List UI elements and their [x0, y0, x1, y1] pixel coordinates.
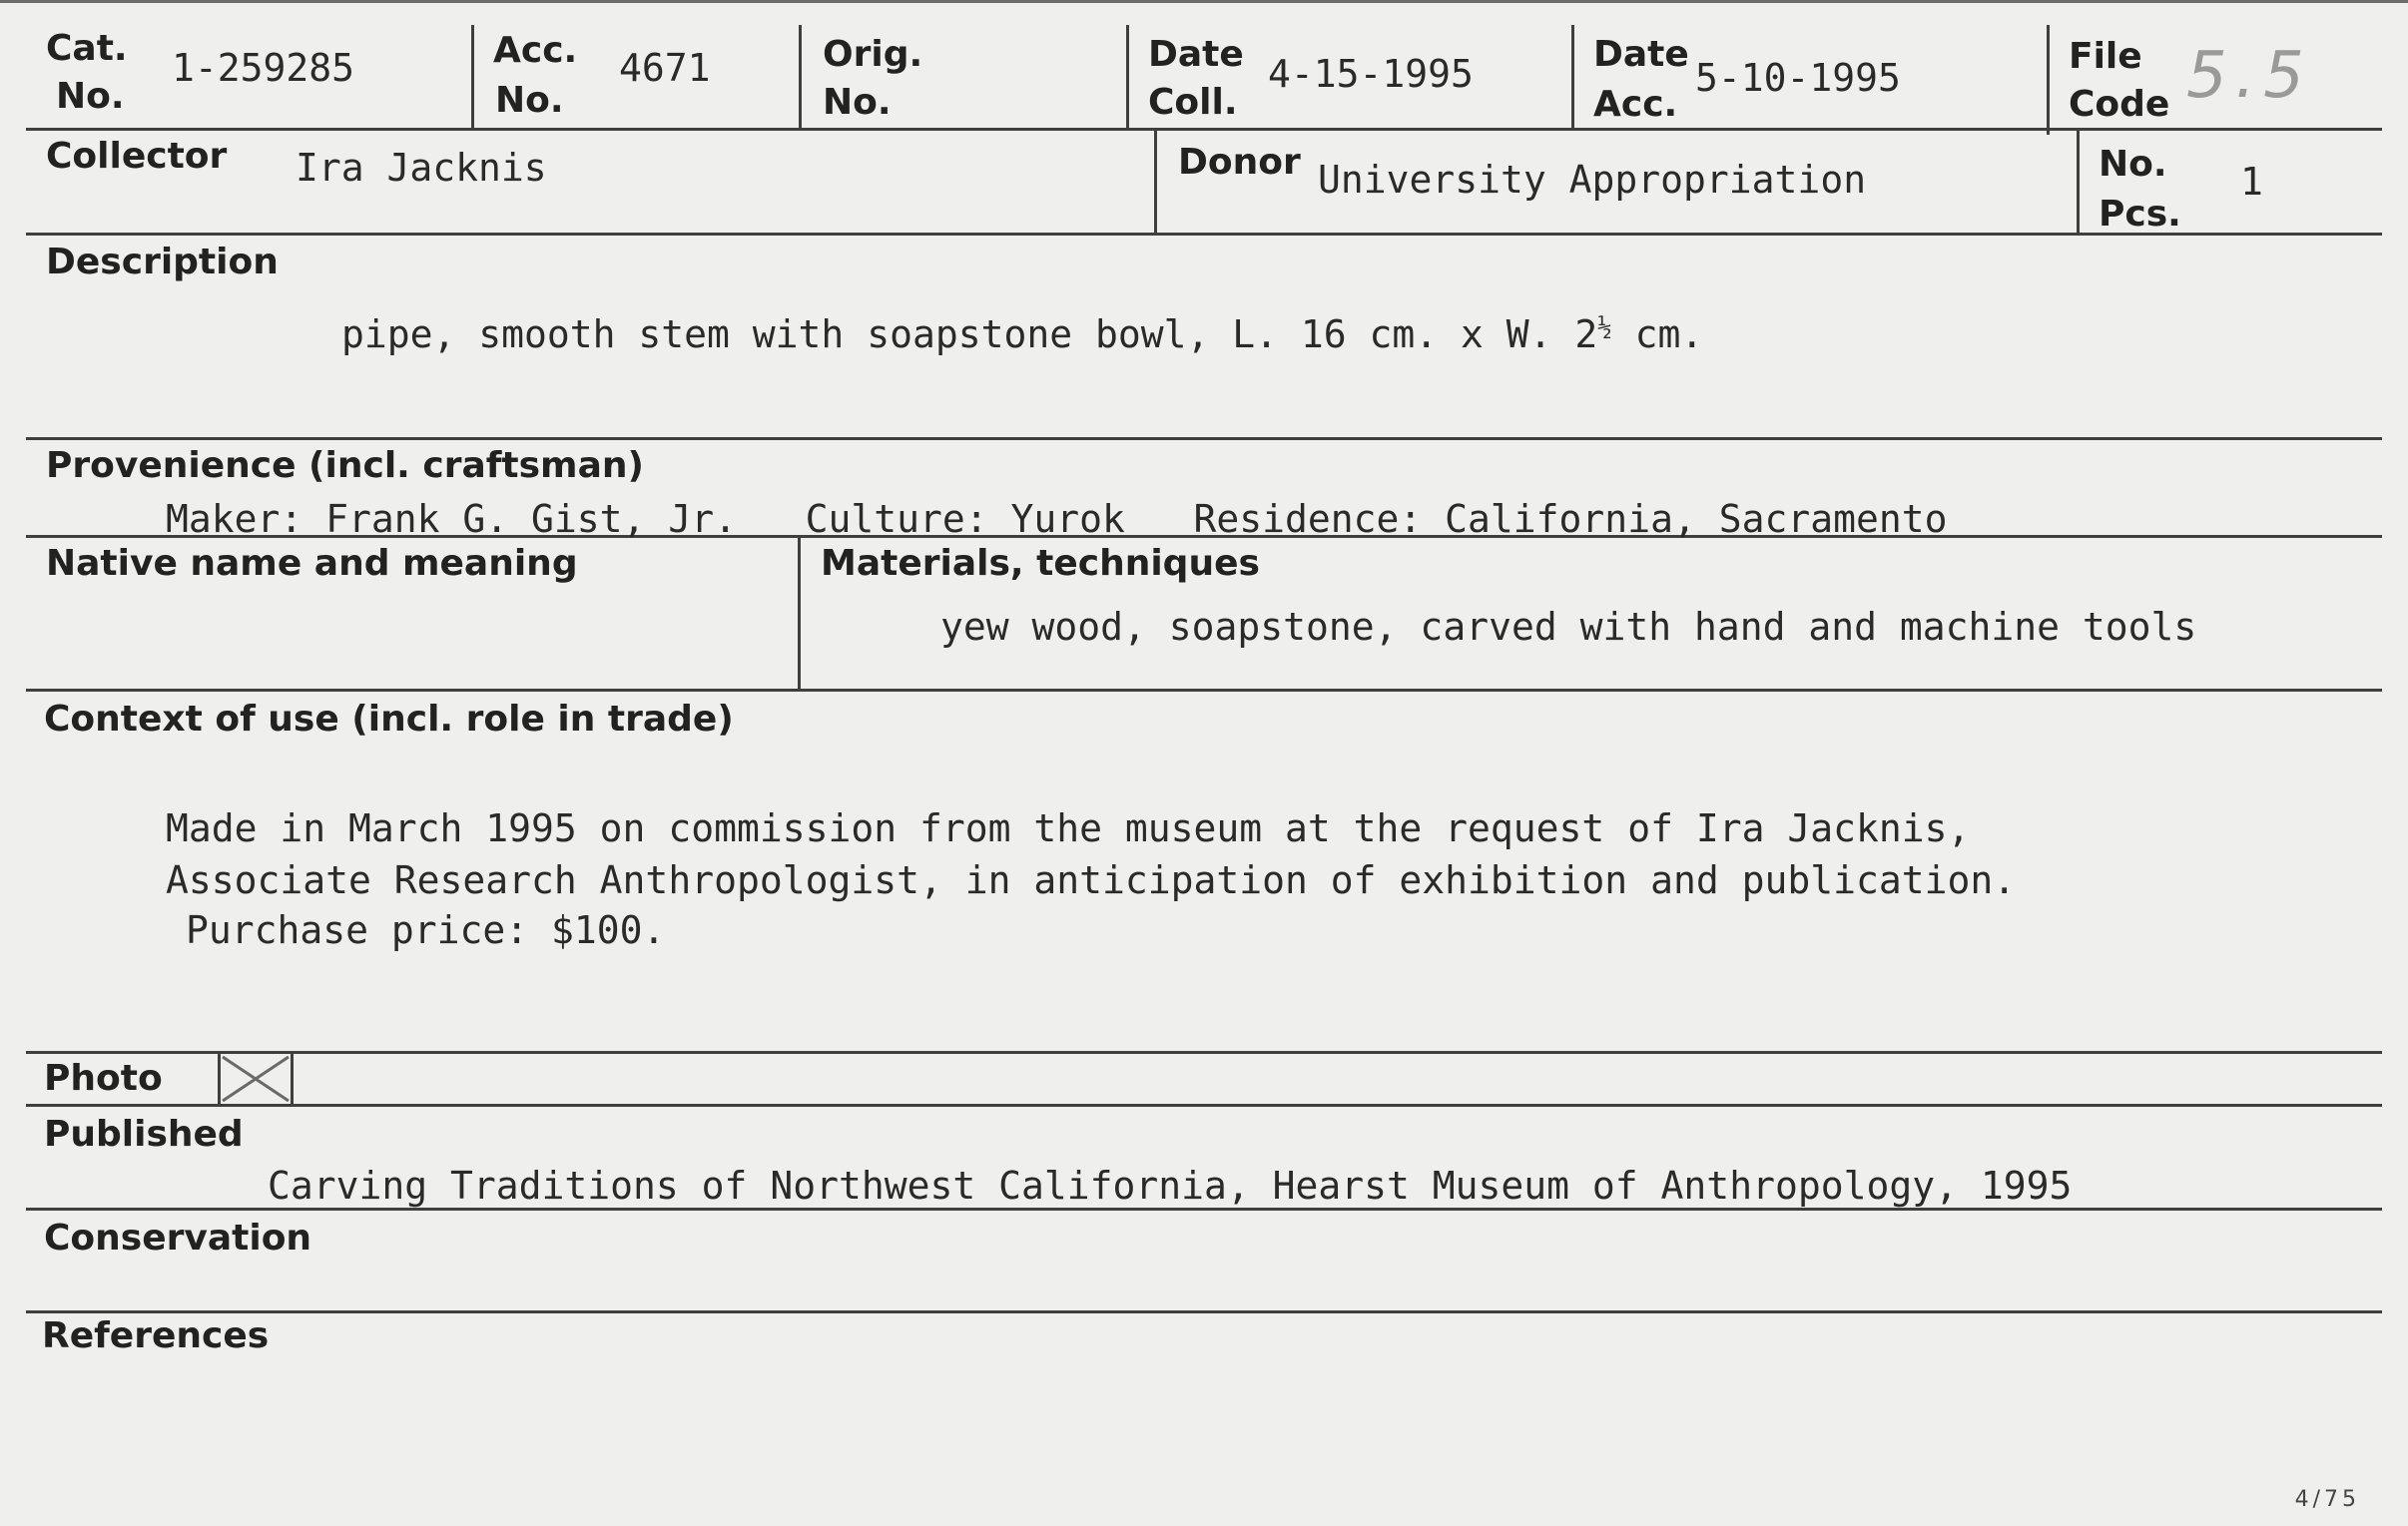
context-line-2: Associate Research Anthropologist, in anticipation of exhibition and publication. — [166, 858, 2017, 902]
rule-collector-donor — [1154, 128, 1157, 233]
rule-conservation-bottom — [26, 1310, 2382, 1313]
acc-no-label-1: Acc. — [493, 30, 578, 71]
date-coll-value: 4-15-1995 — [1268, 52, 1474, 96]
orig-no-label-1: Orig. — [823, 34, 923, 75]
materials-label: Materials, techniques — [821, 543, 1260, 584]
date-acc-label-2: Acc. — [1593, 84, 1678, 125]
cat-no-value: 1-259285 — [172, 46, 355, 90]
published-label: Published — [44, 1114, 244, 1155]
no-pcs-label-2: Pcs. — [2099, 194, 2181, 235]
rule-description-bottom — [26, 437, 2382, 440]
donor-label: Donor — [1178, 142, 1301, 183]
references-label: References — [42, 1315, 270, 1356]
collector-label: Collector — [46, 136, 228, 177]
rule-datecoll-dateacc — [1571, 25, 1574, 128]
date-coll-label-1: Date — [1148, 34, 1244, 75]
rule-native-bottom — [26, 689, 2382, 692]
provenience-label: Provenience (incl. craftsman) — [46, 445, 644, 486]
description-main: pipe, smooth stem with soapstone bowl, L. 16 cm. x W. 2 — [341, 312, 1598, 356]
collector-value: Ira Jacknis — [296, 146, 547, 190]
orig-no-label-2: No. — [823, 82, 892, 123]
description-label: Description — [46, 242, 279, 282]
rule-context-bottom — [26, 1051, 2382, 1054]
date-coll-label-2: Coll. — [1148, 82, 1238, 123]
cat-no-label-1: Cat. — [46, 28, 128, 69]
description-value — [341, 304, 1703, 357]
photo-label: Photo — [44, 1058, 163, 1099]
acc-no-value: 4671 — [619, 46, 711, 90]
context-line-1: Made in March 1995 on commission from the museum at the request of Ira Jacknis, — [166, 806, 1971, 850]
rule-acc-orig — [799, 25, 802, 128]
file-code-value: 5.5 — [2186, 39, 2312, 113]
description-tail: cm. — [1611, 312, 1704, 356]
no-pcs-value: 1 — [2240, 160, 2263, 204]
context-line-3: Purchase price: $100. — [186, 908, 666, 952]
rule-donor-pcs — [2077, 128, 2080, 236]
cat-no-label-2: No. — [56, 76, 125, 117]
photo-checkbox[interactable] — [218, 1053, 294, 1105]
materials-value: yew wood, soapstone, carved with hand and machine tools — [940, 605, 2197, 649]
published-value: Carving Traditions of Northwest California, Hearst Museum of Anthropology, 1995 — [268, 1164, 2073, 1208]
form-number: 4/75 — [2294, 1487, 2360, 1512]
donor-value: University Appropriation — [1318, 158, 1867, 202]
description-fraction: ½ — [1597, 313, 1612, 341]
rule-cat-acc — [471, 25, 474, 128]
acc-no-label-2: No. — [495, 80, 564, 121]
rule-header-bottom — [26, 128, 2382, 131]
rule-orig-datecoll — [1126, 25, 1129, 128]
file-code-label-2: Code — [2069, 84, 2170, 125]
provenience-value: Maker: Frank G. Gist, Jr. Culture: Yurok Residence: California, Sacramento — [166, 497, 1948, 541]
rule-photo-bottom — [26, 1104, 2382, 1107]
no-pcs-label-1: No. — [2099, 144, 2167, 185]
rule-dateacc-file — [2047, 25, 2050, 135]
rule-native-materials — [798, 535, 801, 689]
file-code-label-1: File — [2069, 36, 2142, 77]
checked-x-icon — [221, 1053, 291, 1105]
native-name-label: Native name and meaning — [46, 543, 578, 584]
conservation-label: Conservation — [44, 1218, 312, 1259]
context-label: Context of use (incl. role in trade) — [44, 699, 734, 740]
rule-collector-bottom — [26, 233, 2382, 236]
date-acc-label-1: Date — [1593, 34, 1689, 75]
date-acc-value: 5-10-1995 — [1695, 56, 1901, 100]
